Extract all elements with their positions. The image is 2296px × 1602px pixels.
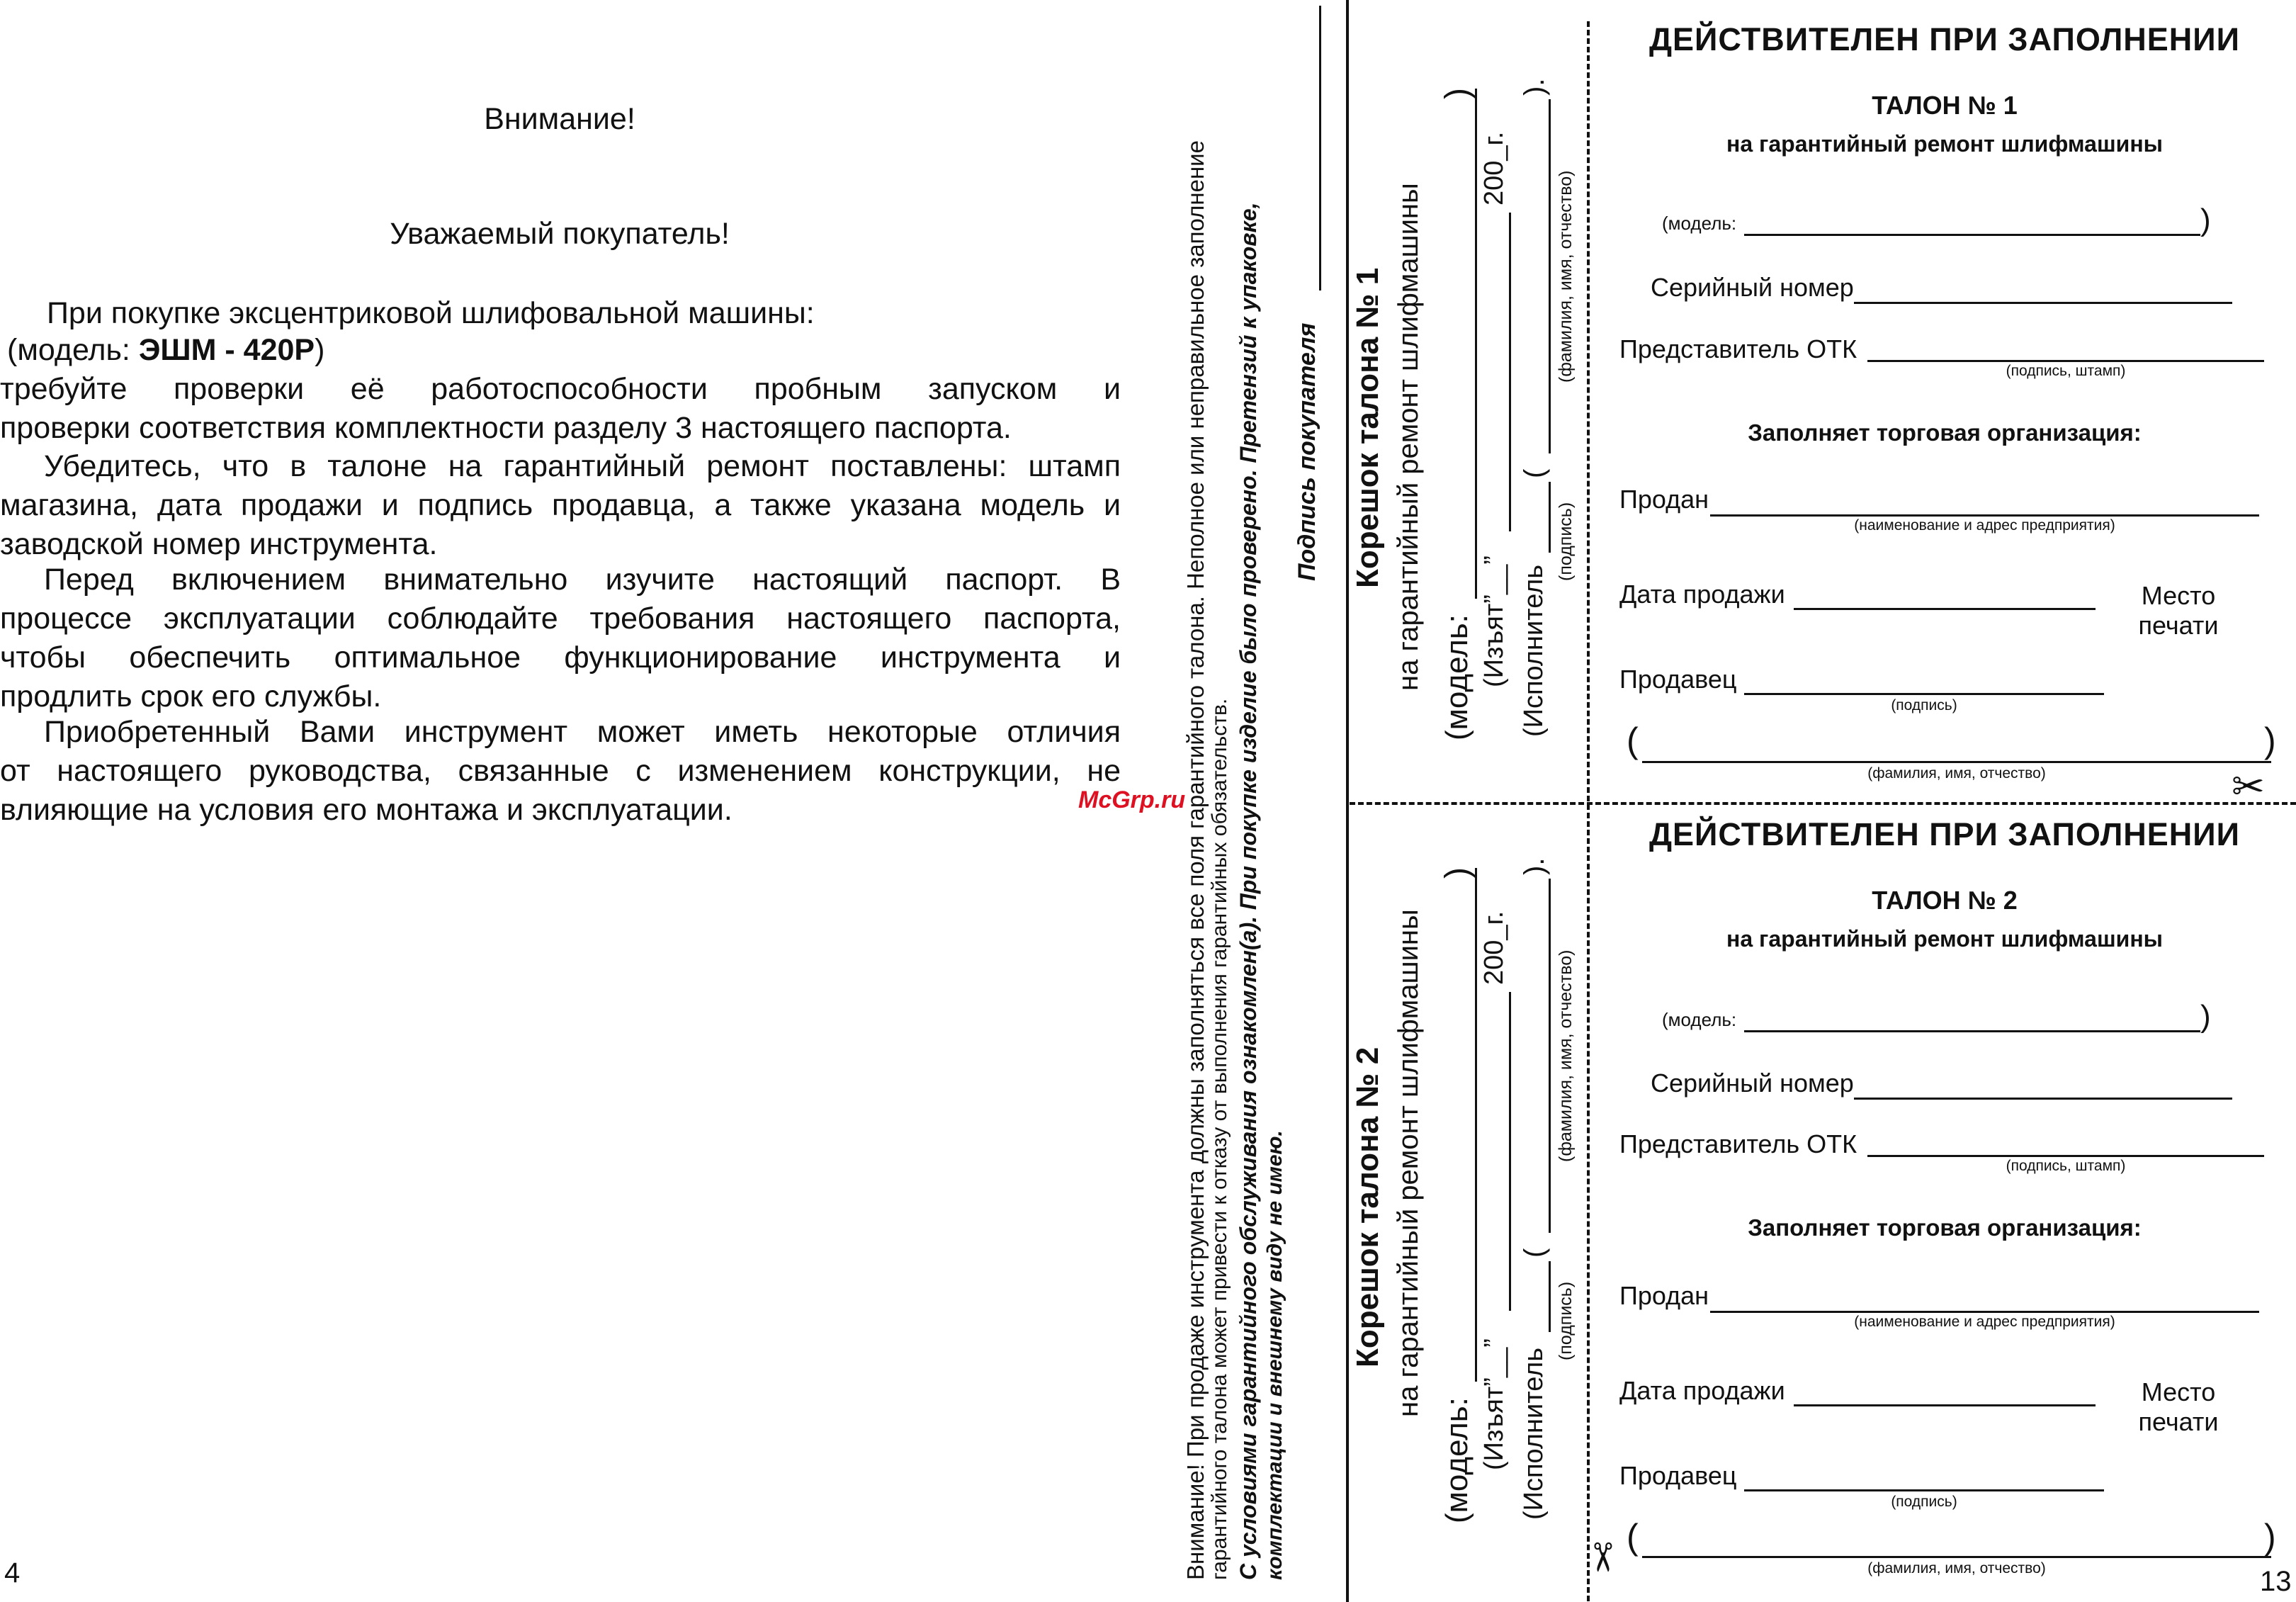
stub-title: Корешок талона № 2	[1350, 1047, 1385, 1367]
para-line: магазина, дата продажи и подпись продавца, а также указана модель и	[0, 488, 1121, 522]
coupon-sold-hint: (наименование и адрес предприятия)	[1854, 517, 2115, 534]
coupon-otk-hint: (подпись, штамп)	[2006, 363, 2126, 379]
coupon-sold-label: Продан	[1619, 485, 1709, 514]
attention-heading: Внимание!	[484, 102, 635, 136]
stub-year: 200_г.	[1479, 131, 1509, 205]
para-line: влияющие на условия его монтажа и эксплуатации.	[0, 793, 733, 827]
stub-removed-label: (Изъят”__”	[1479, 555, 1509, 687]
coupon-trade-heading: Заполняет торговая организация:	[1748, 1214, 2142, 1241]
coupon-model-field[interactable]	[1744, 1006, 2200, 1032]
coupon-date-field[interactable]	[1794, 582, 2096, 610]
coupon-sold-field[interactable]	[1710, 1285, 2259, 1313]
para-line: Перед включением внимательно изучите настоящий паспорт. В	[44, 563, 1121, 597]
para-line: от настоящего руководства, связанные с изменением конструкции, не	[0, 754, 1121, 788]
coupon-name-field[interactable]	[1642, 730, 2271, 763]
coupon-otk-field[interactable]	[1867, 1129, 2264, 1157]
coupon-stamp-place-2: печати	[2138, 611, 2219, 640]
coupon-seller-label: Продавец	[1619, 665, 1737, 694]
scissors-icon: ✂	[2232, 764, 2265, 808]
notice-line: гарантийного талона может привести к отказу от выполнения гарантийных обязательств.	[1208, 698, 1231, 1580]
stub-model-line	[1475, 868, 1477, 1382]
stub-removed-label: (Изъят”__”	[1479, 1338, 1509, 1470]
cut-line-vertical	[1587, 21, 1590, 1601]
model-prefix: (модель:	[7, 333, 130, 367]
model-line	[7, 330, 324, 370]
coupon-otk-label: Представитель ОТК	[1619, 334, 1857, 363]
coupon-name-hint: (фамилия, имя, отчество)	[1867, 765, 2046, 782]
coupon-model-label: (модель:	[1662, 213, 1737, 234]
coupon-seller-field[interactable]	[1744, 667, 2104, 695]
para-line: процессе эксплуатации соблюдайте требования настоящего паспорта,	[0, 602, 1121, 636]
stub-model-close: )	[1439, 88, 1476, 99]
coupon-trade-heading: Заполняет торговая организация:	[1748, 419, 2142, 446]
para-line: Приобретенный Вами инструмент может иметь некоторые отличия	[44, 715, 1121, 749]
coupon-model-label: (модель:	[1662, 1009, 1737, 1030]
coupon-validity: ДЕЙСТВИТЕЛЕН ПРИ ЗАПОЛНЕНИИ	[1649, 816, 2240, 852]
coupon-name-field[interactable]	[1642, 1525, 2271, 1558]
coupon-stamp-place: Место	[2141, 1377, 2216, 1406]
coupon-seller-field[interactable]	[1744, 1464, 2104, 1491]
model-suffix: )	[315, 333, 325, 367]
coupon-stamp-place-2: печати	[2138, 1407, 2219, 1436]
stub-executor-label: (Исполнитель	[1519, 1347, 1549, 1520]
stub-subtitle: на гарантийный ремонт шлифмашины	[1393, 909, 1424, 1417]
buyer-signature-line	[1319, 6, 1321, 290]
stub-name-line	[1549, 99, 1551, 453]
notice-line: С условиями гарантийного обслуживания ознакомлен(а). При покупке изделие было проверено. Претензий к упаковке,	[1235, 202, 1261, 1580]
stub-end: ).	[1519, 78, 1550, 96]
stub-model-label: (модель:	[1440, 1397, 1474, 1523]
coupon-sold-hint: (наименование и адрес предприятия)	[1854, 1314, 2115, 1330]
stub-model-line	[1475, 89, 1477, 599]
coupon-title: ТАЛОН № 1	[1872, 91, 2018, 120]
coupon-name-open: (	[1627, 1517, 1639, 1557]
stub-signature-hint: (подпись)	[1556, 502, 1576, 581]
coupon-validity: ДЕЙСТВИТЕЛЕН ПРИ ЗАПОЛНЕНИИ	[1649, 21, 2240, 57]
coupon-otk-hint: (подпись, штамп)	[2006, 1158, 2126, 1174]
stub-signature-line	[1549, 482, 1551, 553]
coupon-stamp-place: Место	[2141, 581, 2216, 610]
coupon-date-label: Дата продажи	[1619, 580, 1785, 609]
coupon-name-hint: (фамилия, имя, отчество)	[1867, 1560, 2046, 1576]
scissors-icon: ✂	[1580, 1540, 1625, 1574]
coupon-name-open: (	[1627, 721, 1639, 760]
para-line: проверки соответствия комплектности разделу 3 настоящего паспорта.	[0, 411, 1012, 445]
notice-line: Внимание! При продаже инструмента должны заполняться все поля гарантийного талона. Неполное или неправильное заполнение	[1182, 140, 1209, 1580]
coupon-seller-label: Продавец	[1619, 1461, 1737, 1490]
stub-year: 200_г.	[1479, 910, 1509, 985]
buyer-signature-label: Подпись покупателя	[1294, 322, 1321, 581]
page-number-right: 13	[2260, 1566, 2292, 1597]
coupon-serial-field[interactable]	[1854, 1072, 2232, 1100]
coupon-date-label: Дата продажи	[1619, 1376, 1785, 1405]
coupon-subtitle: на гарантийный ремонт шлифмашины	[1726, 926, 2163, 952]
coupon-model-field[interactable]	[1744, 210, 2200, 236]
coupon-title: ТАЛОН № 2	[1872, 886, 2018, 915]
coupon-model-close: )	[2200, 999, 2211, 1034]
stub-paren: (	[1519, 468, 1550, 478]
stub-subtitle: на гарантийный ремонт шлифмашины	[1393, 183, 1424, 691]
coupon-name-close: )	[2264, 721, 2276, 760]
para-line: требуйте проверки её работоспособности пробным запуском и	[0, 372, 1121, 406]
page-divider	[1346, 0, 1349, 1602]
coupon-date-field[interactable]	[1794, 1379, 2096, 1406]
coupon-serial-label: Серийный номер	[1651, 273, 1854, 302]
stub-name-hint: (фамилия, имя, отчество)	[1556, 949, 1576, 1162]
coupon-otk-label: Представитель ОТК	[1619, 1129, 1857, 1158]
stub-name-hint: (фамилия, имя, отчество)	[1556, 170, 1576, 383]
coupon-model-close: )	[2200, 203, 2211, 237]
stub-model-label: (модель:	[1440, 614, 1474, 740]
coupon-serial-field[interactable]	[1854, 276, 2232, 304]
stub-end: ).	[1519, 857, 1550, 875]
coupon-sold-label: Продан	[1619, 1281, 1709, 1310]
notice-line: комплектации и внешнему виду не имею.	[1263, 1130, 1286, 1580]
coupon-subtitle: на гарантийный ремонт шлифмашины	[1726, 131, 2163, 157]
para-line: Убедитесь, что в талоне на гарантийный ремонт поставлены: штамп	[44, 449, 1121, 483]
para-line: При покупке эксцентриковой шлифовальной машины:	[47, 296, 815, 330]
coupon-sold-field[interactable]	[1710, 489, 2259, 517]
para-line: продлить срок его службы.	[0, 679, 382, 713]
stub-model-close: )	[1439, 867, 1476, 879]
model-name: ЭШМ - 420Р	[138, 333, 315, 367]
stub-signature-hint: (подпись)	[1556, 1281, 1576, 1360]
stub-name-line	[1549, 879, 1551, 1233]
coupon-seller-hint: (подпись)	[1891, 1494, 1957, 1510]
stub-signature-line	[1549, 1261, 1551, 1332]
para-line: заводской номер инструмента.	[0, 527, 438, 561]
watermark: McGrp.ru	[1078, 786, 1186, 813]
cut-line-horizontal	[1350, 802, 2296, 805]
page-number-left: 4	[4, 1557, 21, 1589]
stub-title: Корешок талона № 1	[1350, 267, 1385, 588]
stub-executor-label: (Исполнитель	[1519, 564, 1549, 737]
greeting: Уважаемый покупатель!	[390, 217, 730, 251]
stub-paren: (	[1519, 1248, 1550, 1258]
para-line: чтобы обеспечить оптимальное функционирование инструмента и	[0, 641, 1121, 675]
coupon-seller-hint: (подпись)	[1891, 697, 1957, 713]
coupon-name-close: )	[2264, 1517, 2276, 1557]
coupon-serial-label: Серийный номер	[1651, 1068, 1854, 1098]
stub-date-line	[1509, 213, 1511, 531]
stub-date-line	[1509, 992, 1511, 1311]
coupon-otk-field[interactable]	[1867, 334, 2264, 362]
